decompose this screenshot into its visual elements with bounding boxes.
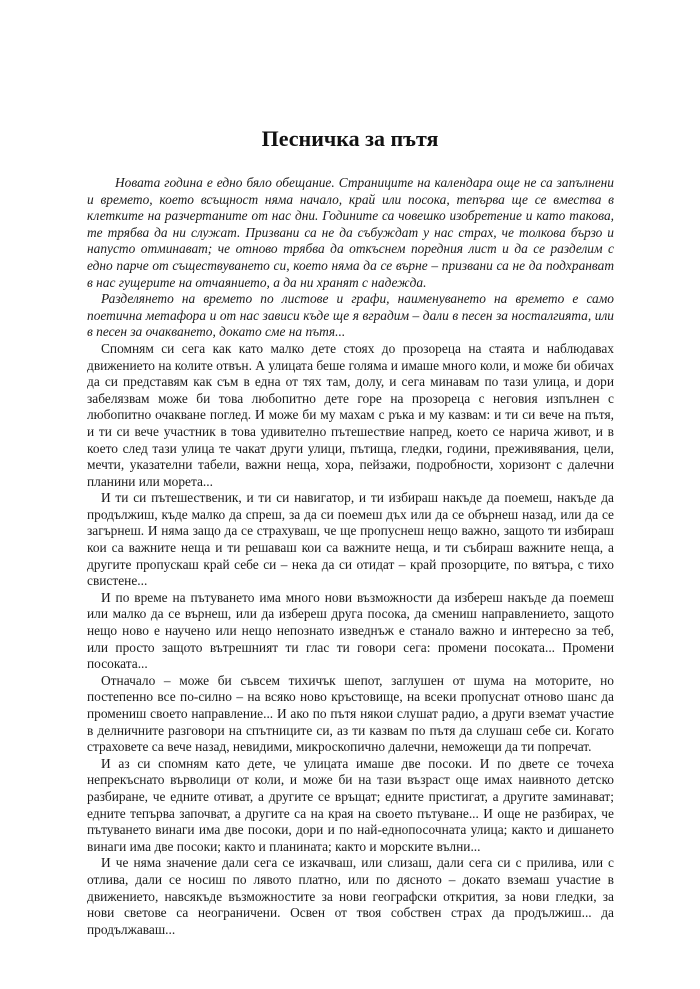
paragraph-6: И че няма значение дали сега се изкачваш, или слизаш, дали сега си с прилива, или с отлива, дали се носиш по лявото платно, или по дясното – докато вземаш участие в движението, навсякъде възможностите за нови географски открития, за нови гледки, за нови светове са неограничени. Освен от твоя собствен страх да продължиш... да продължаваш... — [87, 855, 614, 937]
paragraph-4: Отначало – може би съвсем тихичък шепот, заглушен от шума на моторите, но постепенно все по-силно – на всяко ново кръстовище, на всеки пропуснат отново шанс да промениш своето направление... И ако по пътя някои слушат радио, а други вземат участие в делничните разговори на спътниците си, аз ти казвам по пътя да слушаш себе си. Когато страховете са вече назад, невидими, микроскопично далечни, неможещи да ти попречат. — [87, 672, 614, 755]
article-body — [87, 175, 614, 938]
paragraph-5: И аз си спомням като дете, че улицата имаше две посоки. И по двете се точеха непрекъснато върволици от коли, и може би на тази възраст още имах наивното детско разбиране, че едните отиват, а другите се връщат; едните пристигат, а другите заминават; едните тепърва започват, а другите са на края на своето пътуване... И още не разбирах, че пътуването винаги има две посоки, дори и по най-еднопосочната улица; както и дишането винаги има две посоки; както и планината; както и морските вълни... — [87, 755, 614, 854]
page-title: Песничка за пътя — [261, 126, 439, 151]
paragraph-3: И по време на пътуването има много нови възможности да избереш накъде да поемеш или малко да се върнеш, или да избереш друга посока, да смениш направлението, защото нещо ново е научено или нещо непознато изведнъж е станало важно и интересно за теб, или просто защото вътрешният ти глас ти говори сега: промени посоката... Промени посоката... — [87, 589, 614, 672]
paragraph-1: Спомням си сега как като малко дете стоях до прозореца на стаята и наблюдавах движението на колите отвън. А улицата беше голяма и имаше много коли, и може би обичах да си представям как съм в една от тях там, долу, и сега минавам по тази улица, и дори забелязвам може би това любопитно дете горе на прозореца с неговия изпълнен с любопитно очакване поглед. И може би му махам с ръка и му казвам: и ти си вече на пътя, и ти си вече участник в това удивително пътешествие напред, което се нарича живот, и в което след тази улица те чакат други улици, пътища, гледки, години, преживявания, цели, мечти, указателни табели, важни неща, хора, пейзажи, подробности, хоризонт с далечни планини или морета... — [87, 340, 614, 489]
intro-paragraph-2: Разделянето на времето по листове и графи, наименуването на времето е само поетична метафора и от нас зависи къде ще я вградим – дали в песен за носталгията, или в песен за очакването, докато сме на пътя... — [87, 291, 614, 340]
intro-paragraph-1: Новата година е едно бяло обещание. Страниците на календара още не са запълнени и времето, което всъщност няма начало, край или посока, тепърва ще се вмества в клетките на разчертаните от нас дни. Годините са човешко изобретение и като такова, те трябва да ни служат. Призвани са не да събуждат у нас страх, че толкова бързо и напусто отминават; че отново трябва да откъснем поредния лист и да се разделим с едно парче от съществуването си, което няма да се върне – призвани са не да подхранват в нас гущерите на отчаянието, а да ни хранят с надежда. — [87, 175, 614, 290]
paragraph-2: И ти си пътешественик, и ти си навигатор, и ти избираш накъде да поемеш, накъде да продължиш, къде малко да спреш, за да си поемеш дъх или да се обърнеш назад, или да се загърнеш. И няма защо да се страхуваш, че ще пропуснеш нещо важно, защото ти избираш кои са важните неща и ти решаваш кои са важните неща, и ти събираш важните неща, а другите пропускаш край себе си – нека да си отидат – край прозорците, по вятъра, с тихо свистене... — [87, 490, 614, 589]
